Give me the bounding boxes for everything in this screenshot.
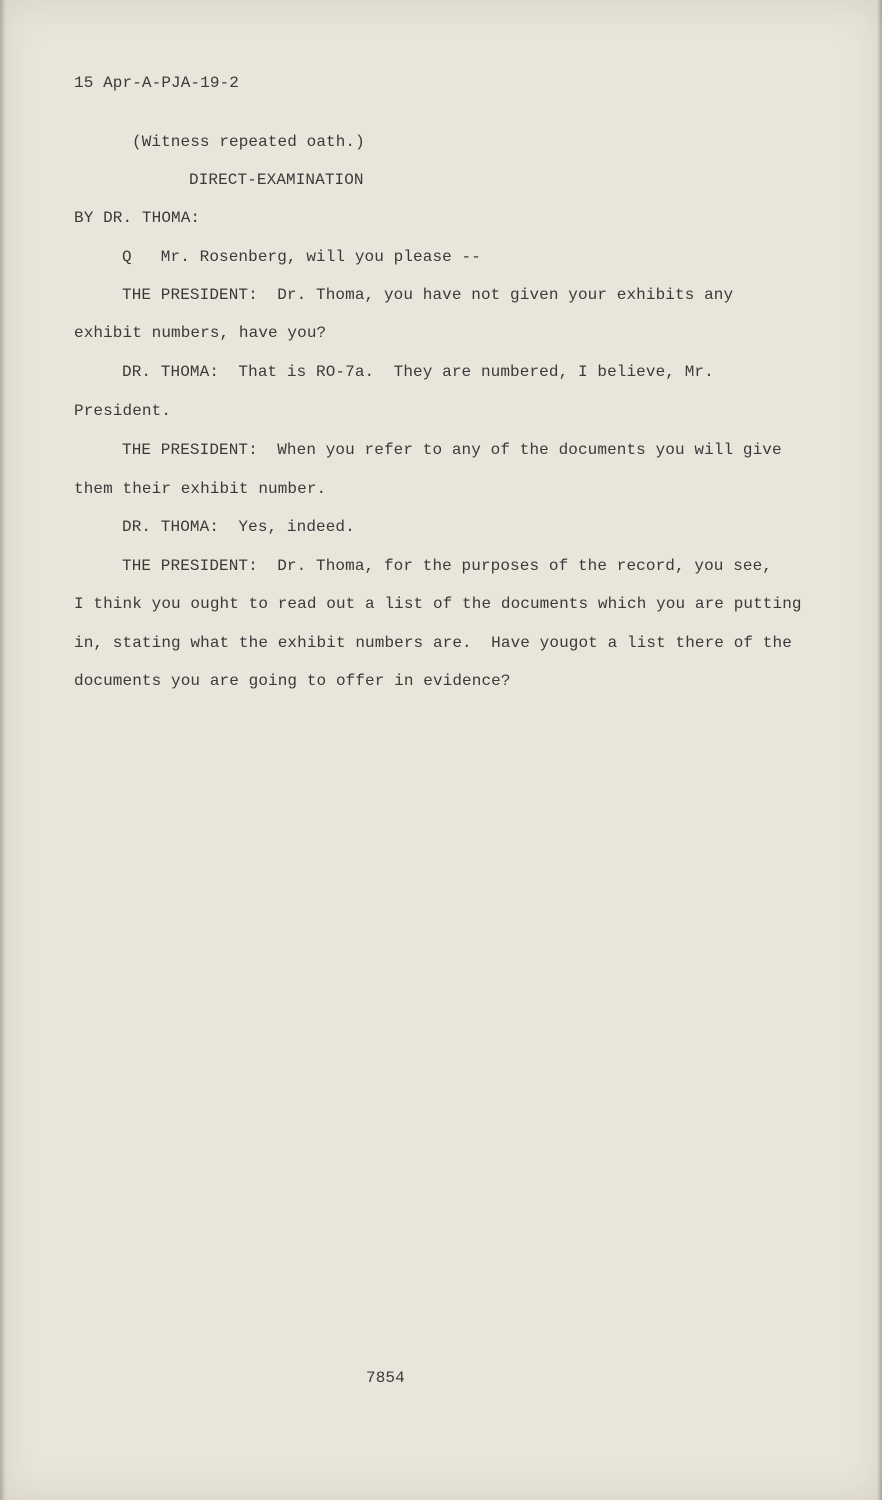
transcript-line: documents you are going to offer in evidence?: [74, 672, 511, 690]
section-title: DIRECT-EXAMINATION: [189, 171, 364, 189]
transcript-line: DR. THOMA: Yes, indeed.: [122, 518, 355, 536]
examiner-byline: BY DR. THOMA:: [74, 209, 201, 227]
transcript-line: Q Mr. Rosenberg, will you please --: [122, 248, 481, 266]
transcript-line: I think you ought to read out a list of the documents which you are putting: [74, 595, 802, 613]
transcript-line: DR. THOMA: That is RO-7a. They are numbered, I believe, Mr.: [122, 363, 714, 381]
transcript-line: THE PRESIDENT: Dr. Thoma, for the purposes of the record, you see,: [122, 557, 773, 575]
transcript-line: THE PRESIDENT: Dr. Thoma, you have not given your exhibits any: [122, 286, 734, 304]
transcript-line: THE PRESIDENT: When you refer to any of the documents you will give: [122, 441, 782, 459]
transcript-line: in, stating what the exhibit numbers are. Have yougot a list there of the: [74, 634, 792, 652]
transcript-line: exhibit numbers, have you?: [74, 324, 327, 342]
stage-direction: (Witness repeated oath.): [132, 133, 365, 151]
transcript-line: them their exhibit number.: [74, 480, 327, 498]
transcript-line: President.: [74, 402, 172, 420]
document-header: 15 Apr-A-PJA-19-2: [74, 74, 239, 92]
page-number: 7854: [366, 1369, 405, 1387]
